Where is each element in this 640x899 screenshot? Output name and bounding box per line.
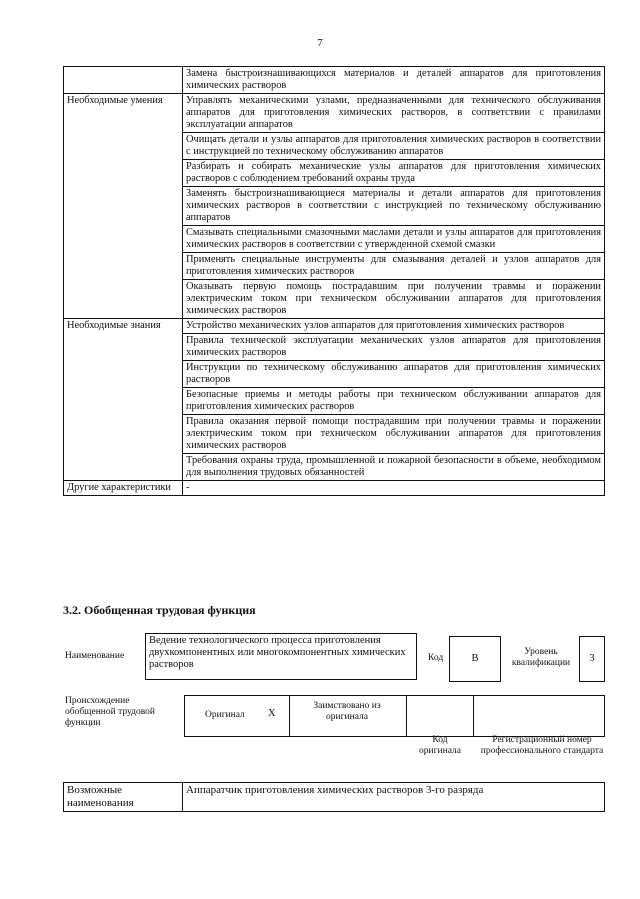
row-item: Правила технической эксплуатации механических узлов аппаратов для приготовления химических растворов xyxy=(183,334,605,361)
row-item: Безопасные приемы и методы работы при техническом обслуживании аппаратов для приготовления химических растворов xyxy=(183,388,605,415)
row-item: Управлять механическими узлами, предназначенными для технического обслуживания аппаратов для приготовления химических растворов, в соответствии с правилами эксплуатации аппаратов xyxy=(183,94,605,133)
row-item: Инструкции по техническому обслуживанию аппаратов для приготовления химических растворов xyxy=(183,361,605,388)
level-value: 3 xyxy=(579,636,605,682)
name-label: Наименование xyxy=(65,651,125,661)
level-label: Уровень квалификации xyxy=(511,647,571,668)
row-item: Оказывать первую помощь пострадавшим при получении травмы и поражении электрическим током при техническом обслуживании аппаратов для приготовления химических растворов xyxy=(183,280,605,319)
section-title: 3.2. Обобщенная трудовая функция xyxy=(63,603,256,617)
code-original-caption: Код оригинала xyxy=(419,735,461,756)
row-label: Другие характеристики xyxy=(64,481,183,496)
row-item: Замена быстроизнашивающихся материалов и деталей аппаратов для приготовления химических растворов xyxy=(183,67,605,94)
borrowed-label: Заимствовано из оригинала xyxy=(313,701,381,722)
row-item: Устройство механических узлов аппаратов для приготовления химических растворов xyxy=(183,319,605,334)
table-row xyxy=(64,319,605,334)
code-value: B xyxy=(449,636,501,682)
original-mark: X xyxy=(268,708,276,719)
row-label: Необходимые умения xyxy=(64,94,183,319)
table-row xyxy=(64,67,605,94)
row-item: Смазывать специальными смазочными маслами детали и узлы аппаратов для приготовления химических растворов в соответствии с утвержденной схемой смазки xyxy=(183,226,605,253)
origin-label: Происхождение обобщенной трудовой функции xyxy=(65,696,155,728)
possible-names-value: Аппаратчик приготовления химических растворов 3-го разряда xyxy=(183,783,605,812)
row-item: Требования охраны труда, промышленной и пожарной безопасности в объеме, необходимом для выполнения трудовых обязанностей xyxy=(183,454,605,481)
row-item: Правила оказания первой помощи пострадавшим при получении травмы и поражении электрическим током при техническом обслуживании аппаратов для приготовления химических растворов xyxy=(183,415,605,454)
function-name-value: Ведение технологического процесса приготовления двухкомпонентных или многокомпонентных химических растворов xyxy=(145,633,417,680)
possible-names-table xyxy=(63,782,605,812)
table-row xyxy=(64,481,605,496)
row-item: Применять специальные инструменты для смазывания деталей и узлов аппаратов для приготовления химических растворов xyxy=(183,253,605,280)
row-label: Необходимые знания xyxy=(64,319,183,481)
code-label: Код xyxy=(428,653,444,663)
possible-names-label: Возможные наименования xyxy=(64,783,183,812)
row-item: Заменять быстроизнашивающиеся материалы и детали аппаратов для приготовления химических растворов в соответствии с инструкцией по техническому обслуживанию аппаратов xyxy=(183,187,605,226)
row-label xyxy=(64,67,183,94)
page-number: 7 xyxy=(317,37,323,49)
skills-knowledge-table xyxy=(63,66,605,496)
table-row xyxy=(64,94,605,133)
code-original-cell xyxy=(406,695,474,737)
original-label: Оригинал xyxy=(205,710,245,720)
reg-number-caption: Регистрационный номер профессионального стандарта xyxy=(480,735,604,756)
row-item: - xyxy=(183,481,605,496)
row-item: Очищать детали и узлы аппаратов для приготовления химических растворов в соответствии с инструкцией по техническому обслуживанию аппаратов xyxy=(183,133,605,160)
row-item: Разбирать и собирать механические узлы аппаратов для приготовления химических растворов с соблюдением требований охраны труда xyxy=(183,160,605,187)
